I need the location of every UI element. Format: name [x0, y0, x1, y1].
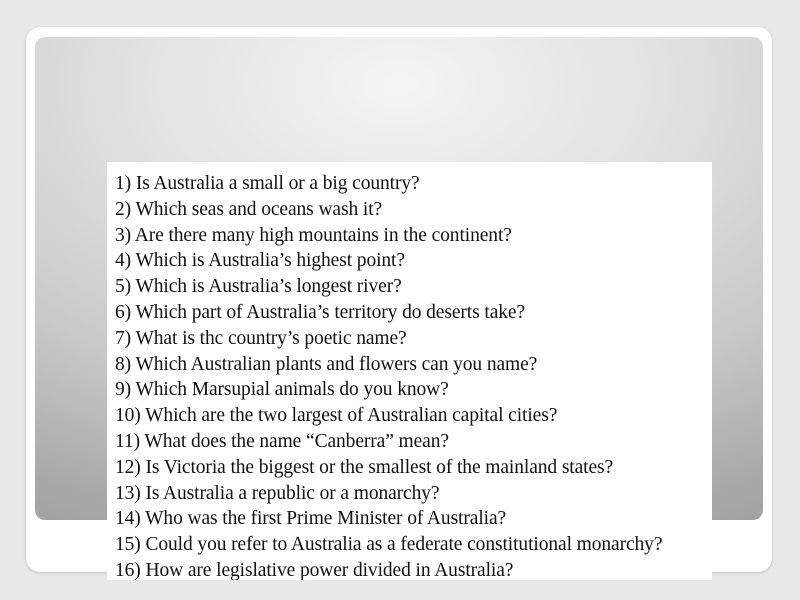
question-item: 13) Is Australia a republic or a monarchy?	[115, 482, 440, 504]
question-item: 7) What is thc country’s poetic name?	[115, 327, 407, 349]
question-item: 10) Which are the two largest of Australian capital cities?	[115, 405, 558, 427]
question-item: 15) Could you refer to Australia as a federate constitutional monarchy?	[115, 534, 663, 556]
question-item: 4) Which is Australia’s highest point?	[115, 250, 405, 272]
question-list-image	[107, 162, 712, 580]
question-list	[107, 162, 712, 580]
question-item: 12) Is Victoria the biggest or the smallest of the mainland states?	[115, 456, 614, 478]
question-item: 1) Is Australia a small or a big country?	[115, 173, 420, 194]
question-item: 16) How are legislative power divided in Australia?	[115, 559, 514, 580]
question-item: 9) Which Marsupial animals do you know?	[115, 379, 449, 401]
question-item: 14) Who was the first Prime Minister of Australia?	[115, 508, 507, 530]
question-item: 11) What does the name “Canberra” mean?	[115, 430, 449, 452]
question-item: 8) Which Australian plants and flowers can you name?	[115, 353, 538, 375]
question-item: 3) Are there many high mountains in the continent?	[115, 224, 512, 246]
question-item: 5) Which is Australia’s longest river?	[115, 276, 402, 298]
question-item: 2) Which seas and oceans wash it?	[115, 198, 383, 220]
question-item: 6) Which part of Australia’s territory do deserts take?	[115, 301, 526, 323]
